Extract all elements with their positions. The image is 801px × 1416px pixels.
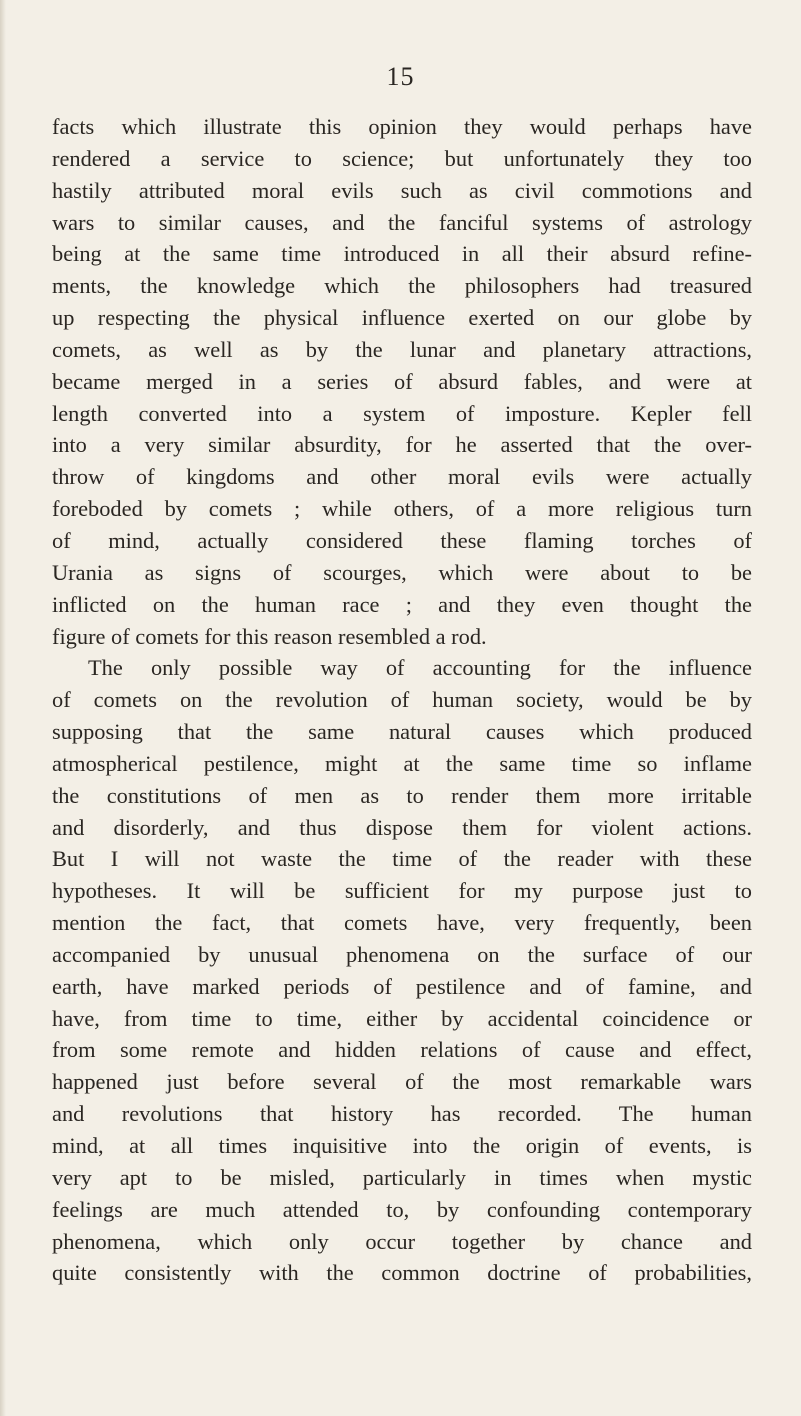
text-line: up respecting the physical influence exerted on our globe by <box>52 305 752 331</box>
text-line: happened just before several of the most remarkable wars <box>52 1069 752 1095</box>
text-line: foreboded by comets ; while others, of a more religious turn <box>52 496 752 522</box>
text-line: comets, as well as by the lunar and planetary attractions, <box>52 336 752 362</box>
body-text <box>52 111 752 1289</box>
text-line: mention the fact, that comets have, very frequently, been <box>52 910 752 936</box>
text-line: ments, the knowledge which the philosophers had treasured <box>52 273 752 299</box>
text-line: became merged in a series of absurd fables, and were at <box>52 368 752 394</box>
text-line: the constitutions of men as to render them more irritable <box>52 782 752 808</box>
text-line: into a very similar absurdity, for he asserted that the over- <box>52 432 752 458</box>
page-number: 15 <box>386 62 415 91</box>
text-line: and revolutions that history has recorded. The human <box>52 1101 752 1127</box>
text-line: atmospherical pestilence, might at the same time so inflame <box>52 750 752 776</box>
text-line: mind, at all times inquisitive into the origin of events, is <box>52 1133 752 1158</box>
text-line: hypotheses. It will be sufficient for my purpose just to <box>52 878 752 904</box>
text-line: figure of comets for this reason resembled a rod. <box>52 623 487 649</box>
text-line: supposing that the same natural causes which produced <box>52 719 752 745</box>
text-line: rendered a service to science; but unfortunately they too <box>52 145 752 171</box>
text-line: phenomena, which only occur together by chance and <box>52 1228 752 1254</box>
text-line: wars to similar causes, and the fanciful systems of astrology <box>52 209 752 235</box>
paragraph-start-line: The only possible way of accounting for the influence <box>88 655 752 681</box>
text-line: hastily attributed moral evils such as civil commotions and <box>52 177 752 203</box>
text-line: of comets on the revolution of human society, would be by <box>52 687 752 713</box>
page-edge <box>0 0 6 1416</box>
text-line: very apt to be misled, particularly in times when mystic <box>52 1164 752 1190</box>
text-line: throw of kingdoms and other moral evils were actually <box>52 464 752 490</box>
text-line: accompanied by unusual phenomena on the surface of our <box>52 941 752 967</box>
text-line: Urania as signs of scourges, which were about to be <box>52 559 752 585</box>
text-line: quite consistently with the common doctrine of probabilities, <box>52 1260 752 1286</box>
text-line: feelings are much attended to, by confounding contemporary <box>52 1196 752 1222</box>
text-line: facts which illustrate this opinion they would perhaps have <box>52 114 752 139</box>
text-line: length converted into a system of imposture. Kepler fell <box>52 400 752 426</box>
text-line: from some remote and hidden relations of cause and effect, <box>52 1037 752 1063</box>
text-line: have, from time to time, either by accidental coincidence or <box>52 1005 752 1031</box>
text-line: But I will not waste the time of the reader with these <box>52 846 752 872</box>
text-line: earth, have marked periods of pestilence and of famine, and <box>52 973 752 999</box>
text-line: and disorderly, and thus dispose them for violent actions. <box>52 814 752 840</box>
text-line: of mind, actually considered these flaming torches of <box>52 527 752 553</box>
text-line: being at the same time introduced in all their absurd refine- <box>52 241 752 267</box>
text-line: inflicted on the human race ; and they even thought the <box>52 591 752 617</box>
